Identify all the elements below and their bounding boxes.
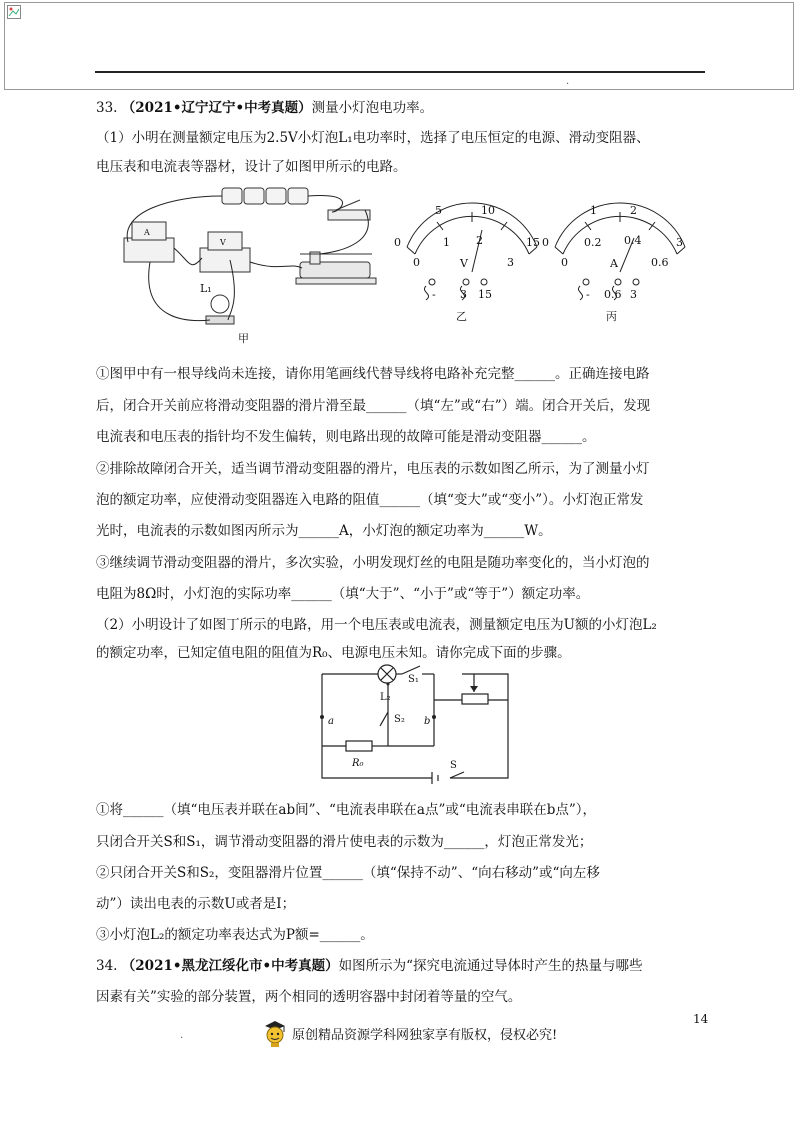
q33-t1-line2: 只闭合开关S和S₁，调节滑动变阻器的滑片使电表的示数为______，灯泡正常发光；	[96, 834, 593, 850]
copyright-footer	[262, 1018, 557, 1048]
q33-p2-line1: （2）小明设计了如图丁所示的电路，用一个电压表或电流表，测量额定电压为U额的小灯泡L₂	[96, 617, 657, 633]
q33-s1-line1: ①图甲中有一根导线尚未连接，请你用笔画线代替导线将电路补充完整______。正确连接电路	[96, 366, 650, 382]
q33-s1-line2: 后，闭合开关前应将滑动变阻器的滑片滑至最______（填“左”或“右”）端。闭合开关后，发现	[96, 398, 651, 414]
a-inner-06: 0.6	[651, 256, 669, 269]
v-inner-0: 0	[413, 256, 420, 269]
v-outer-15: 15	[526, 236, 540, 249]
q33-s3-line2: 电阻为8Ω时，小灯泡的实际功率______（填“大于”、“小于”或“等于”）额定功率。	[96, 586, 590, 602]
v-inner-3: 3	[507, 256, 514, 269]
mascot-logo-icon	[262, 1018, 288, 1048]
voltmeter-device	[200, 232, 250, 272]
point-a-label: a	[328, 716, 334, 727]
q33-s1-line3: 电流表和电压表的指针均不发生偏转，则电路出现的故障可能是滑动变阻器______。	[96, 429, 596, 445]
q34-line1: 如图所示为“探究电流通过导体时产生的热量与哪些	[338, 958, 643, 974]
q33-t1-line1: ①将______（填“电压表并联在ab间”、“电流表串联在a点”或“电流表串联在b点”），	[96, 802, 597, 818]
header-frame	[4, 2, 794, 90]
q34-line2: 因素有关”实验的部分装置，两个相同的透明容器中封闭着等量的空气。	[96, 989, 522, 1005]
a-term-3: 3	[630, 288, 637, 301]
lamp-l1-label: L₁	[200, 282, 212, 295]
a-top-1: 1	[590, 204, 597, 217]
switch-s-label: S	[450, 760, 457, 771]
switch-s1-label: S₁	[408, 674, 419, 685]
a-term-neg: -	[586, 288, 590, 301]
lamp-l2-label: L₂	[380, 692, 391, 703]
v-top-10: 10	[481, 204, 495, 217]
q33-s3-line1: ③继续调节滑动变阻器的滑片，多次实验，小明发现灯丝的电阻是随功率变化的，当小灯泡的	[96, 555, 650, 571]
q34-title	[96, 956, 708, 976]
label-bing: 丙	[606, 310, 617, 323]
a-inner-0: 0	[561, 256, 568, 269]
a-inner-04: 0.4	[624, 234, 642, 247]
svg-text:V: V	[220, 238, 226, 247]
label-jia: 甲	[238, 332, 249, 345]
a-inner-02: 0.2	[584, 236, 602, 249]
svg-text:A: A	[144, 228, 150, 237]
a-outer-3: 3	[676, 236, 683, 249]
footer-dot: .	[180, 1030, 184, 1041]
copyright-notice: 原创精品资源学科网独家享有版权，侵权必究!	[292, 1027, 558, 1043]
q33-p1-line2: 电压表和电流表等器材，设计了如图甲所示的电路。	[96, 159, 407, 175]
v-inner-2: 2	[476, 234, 483, 247]
v-inner-1: 1	[443, 236, 450, 249]
lamp-l2-symbol	[378, 665, 396, 683]
v-unit: V	[460, 257, 468, 270]
page-number: 14	[693, 1012, 709, 1026]
battery-pack	[222, 188, 308, 204]
a-unit: A	[610, 257, 618, 270]
q33-t2-line1: ②只闭合开关S和S₂，变阻器滑片位置______（填“保持不动”、“向右移动”或“向左移	[96, 865, 600, 881]
figure-ding-circuit	[312, 662, 522, 784]
q33-s2-line3: 光时，电流表的示数如图丙所示为______A，小灯泡的额定功率为______W。	[96, 523, 552, 539]
header-rule	[95, 71, 705, 73]
resistor-r0-label: R₀	[352, 758, 364, 769]
v-outer-0: 0	[394, 236, 401, 249]
q34-source: （2021•黑龙江绥化市•中考真题）	[121, 958, 339, 974]
q33-number: 33.	[96, 100, 118, 116]
knife-switch	[328, 200, 370, 220]
q33-p2-line2: 的额定功率，已知定值电阻的阻值为R₀、电源电压未知。请你完成下面的步骤。	[96, 645, 571, 661]
q34-number: 34.	[96, 958, 118, 974]
switch-s2-label: S₂	[394, 714, 405, 725]
point-b-label: b	[424, 716, 431, 727]
q33-s2-line1: ②排除故障闭合开关，适当调节滑动变阻器的滑片，电压表的示数如图乙所示，为了测量小灯	[96, 461, 650, 477]
v-top-5: 5	[435, 204, 442, 217]
q33-source: （2021•辽宁辽宁•中考真题）	[121, 100, 312, 116]
q33-title	[96, 98, 708, 118]
q33-title-text: 测量小灯泡电功率。	[311, 100, 434, 116]
rheostat-device	[296, 252, 376, 284]
v-term-3: 3	[460, 288, 467, 301]
q33-t3-line1: ③小灯泡L₂的额定功率表达式为P额=______。	[96, 927, 374, 943]
v-term-15: 15	[478, 288, 492, 301]
figure-jia-yi-bing	[110, 182, 710, 347]
q33-p1-line1: （1）小明在测量额定电压为2.5V小灯泡L₁电功率时，选择了电压恒定的电源、滑动变阻器、	[96, 130, 650, 146]
a-outer-0: 0	[542, 236, 549, 249]
lamp-l1	[206, 295, 234, 324]
ammeter-device	[124, 222, 174, 262]
q33-s2-line2: 泡的额定功率，应使滑动变阻器连入电路的阻值______（填“变大”或“变小”）。小灯泡正常发	[96, 492, 644, 508]
a-top-2: 2	[630, 204, 637, 217]
q33-t2-line2: 动”）读出电表的示数U或者是I；	[96, 896, 296, 912]
a-term-06: 0.6	[604, 288, 622, 301]
broken-image-icon	[7, 5, 21, 19]
voltmeter-dial	[394, 203, 540, 301]
label-yi: 乙	[456, 310, 467, 323]
v-term-neg: -	[432, 288, 436, 301]
header-dot: .	[566, 76, 570, 87]
ammeter-dial	[542, 203, 685, 301]
